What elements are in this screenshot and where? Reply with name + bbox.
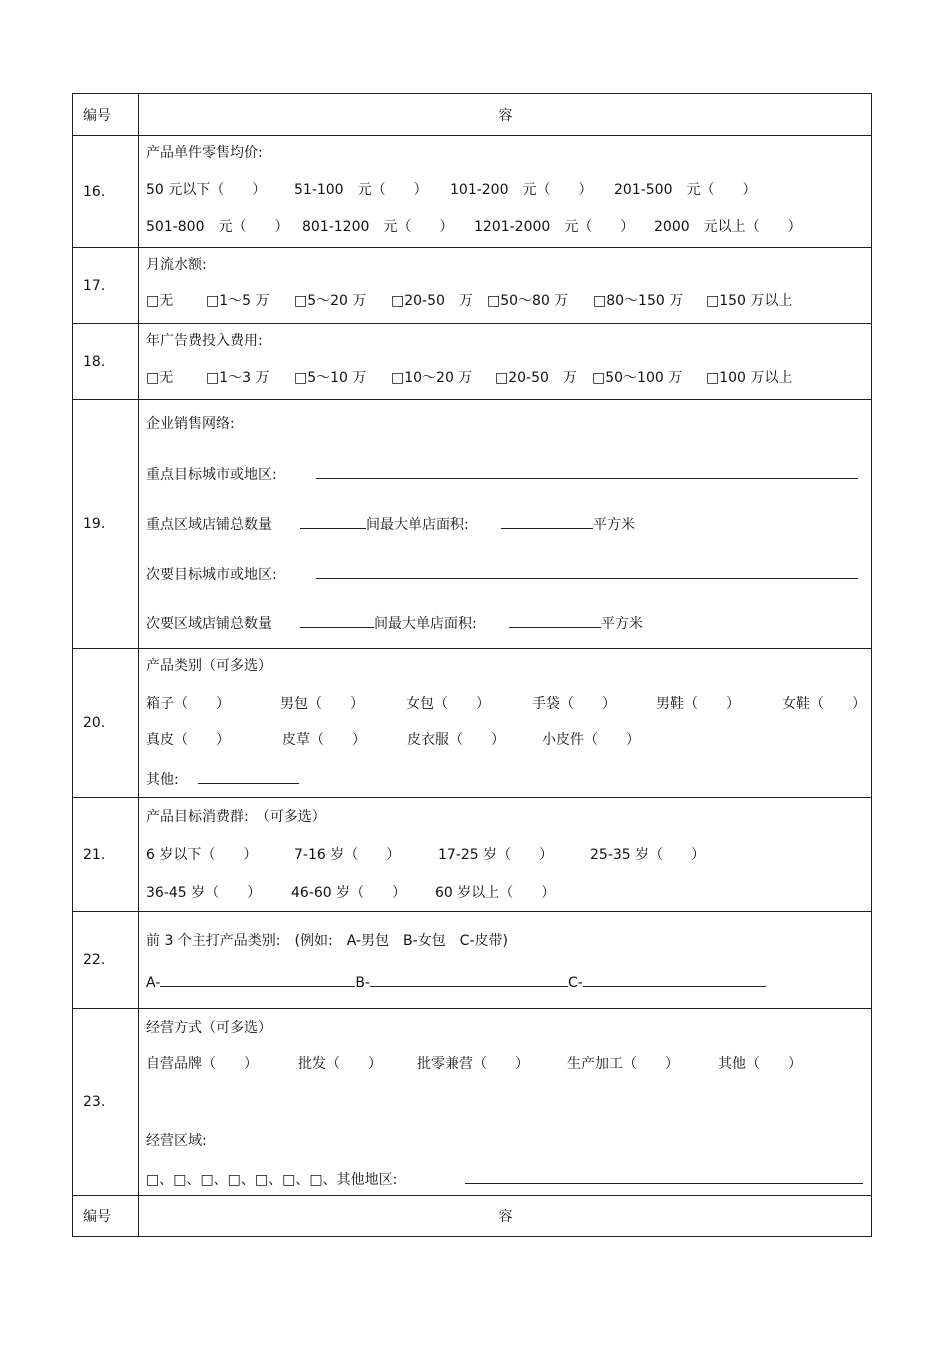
secondary-count-field[interactable] [300, 613, 374, 628]
ad-budget-checkbox[interactable]: □100 万以上 [706, 370, 793, 386]
question-23-title: 经营方式（可多选） [146, 1020, 272, 1036]
question-18-options [146, 369, 792, 387]
question-21-line-2 [146, 884, 555, 902]
price-option[interactable]: 501-800 元（ ） [146, 219, 289, 235]
age-option[interactable]: 7-16 岁（ ） [294, 847, 401, 863]
header-content-label: 容 [498, 107, 513, 124]
region-checkboxes[interactable]: □、□、□、□、□、□、□、其他地区: [146, 1172, 398, 1188]
question-23-content [140, 1009, 871, 1195]
category-other-label: 其他: [146, 772, 179, 788]
question-23-number: 23. [73, 1009, 139, 1195]
product-b-label: B- [355, 975, 370, 991]
question-21-row [72, 797, 872, 911]
category-option[interactable]: 男鞋（ ） [656, 696, 740, 712]
revenue-checkbox[interactable]: □无 [146, 293, 174, 309]
secondary-shops-line [146, 613, 643, 633]
question-17-title: 月流水额: [146, 257, 207, 273]
footer-number-cell: 编号 [73, 1196, 139, 1236]
secondary-area-field[interactable] [509, 613, 601, 628]
category-option[interactable]: 真皮（ ） [146, 732, 230, 748]
question-18-content [140, 324, 871, 399]
revenue-checkbox[interactable]: □80～150 万 [593, 293, 684, 309]
header-number-cell: 编号 [73, 94, 139, 135]
business-mode-option[interactable]: 生产加工（ ） [567, 1056, 679, 1072]
category-option[interactable]: 手袋（ ） [532, 696, 616, 712]
key-city-field[interactable] [316, 464, 858, 479]
header-row [72, 93, 872, 135]
price-option[interactable]: 801-1200 元（ ） [302, 219, 454, 235]
category-other-field[interactable] [198, 769, 299, 784]
question-21-content [140, 798, 871, 911]
key-count-label: 重点区域店铺总数量 [146, 517, 272, 533]
question-19-content [140, 400, 871, 648]
question-23-region-title: 经营区域: [146, 1133, 207, 1149]
key-city-label: 重点目标城市或地区: [146, 467, 277, 483]
ad-budget-checkbox[interactable]: □50～100 万 [592, 370, 683, 386]
question-22-content [140, 912, 871, 1008]
question-20-line-2 [146, 731, 640, 749]
price-option[interactable]: 101-200 元（ ） [450, 182, 593, 198]
secondary-area-label: 间最大单店面积: [374, 616, 477, 632]
key-city-line [146, 464, 858, 484]
question-20-title: 产品类别（可多选） [146, 658, 272, 674]
question-20-other-line [146, 769, 299, 789]
revenue-checkbox[interactable]: □150 万以上 [706, 293, 793, 309]
survey-table [72, 93, 874, 1237]
question-22-number: 22. [73, 912, 139, 1008]
ad-budget-checkbox[interactable]: □20-50 万 [495, 370, 577, 386]
question-21-line-1 [146, 846, 705, 864]
product-a-field[interactable] [160, 972, 355, 987]
secondary-count-label: 次要区域店铺总数量 [146, 616, 272, 632]
revenue-checkbox[interactable]: □5～20 万 [294, 293, 367, 309]
product-b-field[interactable] [370, 972, 568, 987]
secondary-city-field[interactable] [316, 564, 858, 579]
revenue-checkbox[interactable]: □20-50 万 [391, 293, 473, 309]
revenue-checkbox[interactable]: □1～5 万 [206, 293, 270, 309]
age-option[interactable]: 17-25 岁（ ） [438, 847, 554, 863]
price-option[interactable]: 50 元以下（ ） [146, 182, 267, 198]
business-mode-option[interactable]: 其他（ ） [718, 1056, 802, 1072]
ad-budget-checkbox[interactable]: □5～10 万 [294, 370, 367, 386]
question-16-line-1 [146, 181, 757, 199]
question-20-line-1 [146, 695, 866, 713]
category-option[interactable]: 皮草（ ） [282, 732, 366, 748]
key-count-field[interactable] [300, 514, 366, 529]
category-option[interactable]: 男包（ ） [280, 696, 364, 712]
question-17-options [146, 292, 792, 310]
product-c-label: C- [567, 975, 583, 991]
question-22-answers [146, 972, 766, 992]
age-option[interactable]: 6 岁以下（ ） [146, 847, 258, 863]
question-22-row [72, 911, 872, 1008]
price-option[interactable]: 201-500 元（ ） [614, 182, 757, 198]
footer-content-label: 容 [498, 1209, 513, 1225]
category-option[interactable]: 女鞋（ ） [782, 696, 866, 712]
question-19-number: 19. [73, 400, 139, 648]
question-20-number: 20. [73, 649, 139, 797]
question-20-row [72, 648, 872, 797]
category-option[interactable]: 箱子（ ） [146, 696, 230, 712]
question-17-content [140, 248, 871, 323]
key-area-label: 间最大单店面积: [366, 517, 469, 533]
age-option[interactable]: 25-35 岁（ ） [590, 847, 706, 863]
price-option[interactable]: 1201-2000 元（ ） [474, 219, 635, 235]
footer-header-row [72, 1195, 872, 1237]
secondary-area-unit: 平方米 [601, 616, 643, 632]
ad-budget-checkbox[interactable]: □无 [146, 370, 174, 386]
question-18-title: 年广告费投入费用: [146, 333, 263, 349]
price-option[interactable]: 2000 元以上（ ） [654, 219, 802, 235]
question-23-regions [146, 1169, 863, 1189]
question-16-number: 16. [73, 136, 139, 247]
region-other-field[interactable] [465, 1169, 863, 1184]
question-22-title: 前 3 个主打产品类别: (例如: A-男包 B-女包 C-皮带) [146, 933, 508, 949]
question-18-row [72, 323, 872, 399]
category-option[interactable]: 小皮件（ ） [542, 732, 640, 748]
category-option[interactable]: 女包（ ） [406, 696, 490, 712]
product-c-field[interactable] [583, 972, 766, 987]
question-19-row [72, 399, 872, 648]
age-option[interactable]: 60 岁以上（ ） [435, 885, 556, 901]
ad-budget-checkbox[interactable]: □10～20 万 [391, 370, 473, 386]
question-23-row [72, 1008, 872, 1195]
product-a-label: A- [146, 975, 161, 991]
question-20-content [140, 649, 871, 797]
business-mode-option[interactable]: 自营品牌（ ） [146, 1056, 258, 1072]
question-21-number: 21. [73, 798, 139, 911]
age-option[interactable]: 36-45 岁（ ） [146, 885, 262, 901]
ad-budget-checkbox[interactable]: □1～3 万 [206, 370, 270, 386]
question-17-row [72, 247, 872, 323]
question-16-content [140, 136, 871, 247]
header-content-cell [140, 94, 871, 135]
secondary-city-label: 次要目标城市或地区: [146, 567, 277, 583]
question-16-row [72, 135, 872, 247]
key-shops-line [146, 514, 635, 534]
key-area-field[interactable] [501, 514, 593, 529]
question-23-options [146, 1055, 802, 1073]
question-18-number: 18. [73, 324, 139, 399]
business-mode-option[interactable]: 批零兼营（ ） [417, 1056, 529, 1072]
question-16-title: 产品单件零售均价: [146, 145, 263, 161]
category-option[interactable]: 皮衣服（ ） [407, 732, 505, 748]
question-19-title: 企业销售网络: [146, 416, 235, 432]
key-area-unit: 平方米 [593, 517, 635, 533]
age-option[interactable]: 46-60 岁（ ） [291, 885, 407, 901]
question-16-line-2 [146, 218, 802, 236]
footer-content-cell [140, 1196, 871, 1236]
question-21-title: 产品目标消费群: （可多选） [146, 809, 326, 825]
question-17-number: 17. [73, 248, 139, 323]
price-option[interactable]: 51-100 元（ ） [294, 182, 428, 198]
revenue-checkbox[interactable]: □50～80 万 [487, 293, 569, 309]
business-mode-option[interactable]: 批发（ ） [298, 1056, 382, 1072]
secondary-city-line [146, 564, 858, 584]
